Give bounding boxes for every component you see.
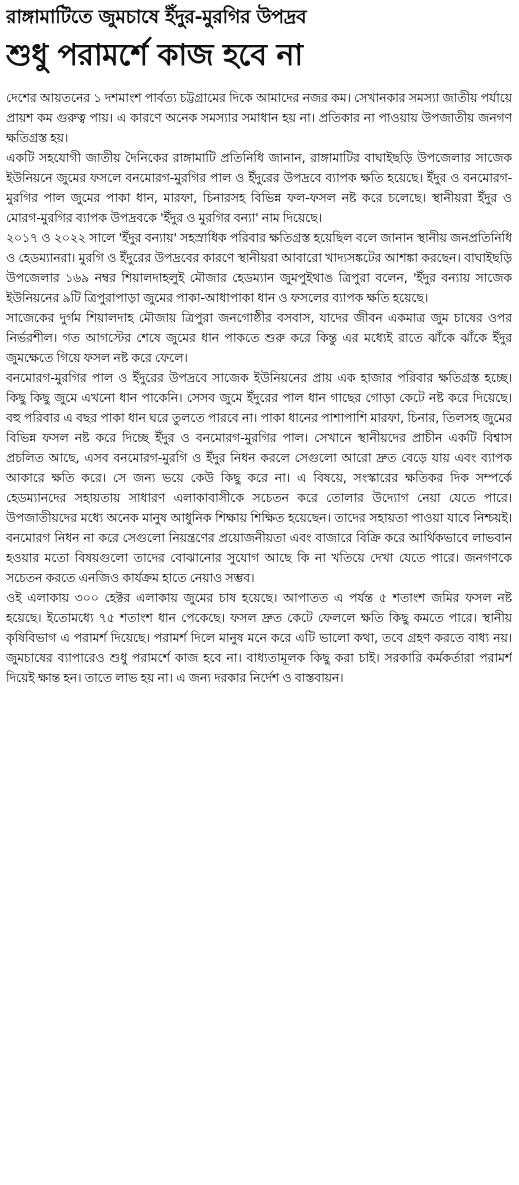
editorial-article xyxy=(6,0,512,1185)
article-paragraph: ২০১৭ ও ২০২২ সালে 'ইঁদুর বন্যায়' সহস্রাধিক পরিবার ক্ষতিগ্রস্ত হয়েছিল বলে জানান স্থানীয় জনপ্রতিনিধি ও হেডম্যানরা। মুরগি ও ইঁদুরের উপদ্রবের কারণে স্থানীয়রা আবারো খাদ্যসঙ্কটের আশঙ্কা করছেন। বাঘাইছড়ি উপজেলার ১৬৯ নম্বর শিয়ালদাহলুই মৌজার হেডম্যান জুমপুইথাঙ ত্রিপুরা বলেন, 'ইঁদুর বন্যায় সাজেক ইউনিয়নের ৯টি ত্রিপুরাপাড়া জুমের পাকা-আধাপাকা ধান ও ফসলের ব্যাপক ক্ষতি হয়েছে। xyxy=(6,230,512,305)
article-paragraph: একটি সহযোগী জাতীয় দৈনিকের রাঙ্গামাটি প্রতিনিধি জানান, রাঙ্গামাটির বাঘাইছড়ি উপজেলার সাজেক ইউনিয়নে জুমের ফসলে বনমোরগ-মুরগির পাল ও ইঁদুরের উপদ্রবে ব্যাপক ক্ষতি হয়েছে। ইঁদুর ও বনমোরগ-মুরগির পাল জুমের পাকা ধান, মারফা, চিনারসহ বিভিন্ন ফল-ফসল নষ্ট করে চলেছে। স্থানীয়রা ইঁদুর ও মোরগ-মুরগির ব্যাপক উপদ্রবকে 'ইঁদুর ও মুরগির বন্যা' নাম দিয়েছে। xyxy=(6,150,512,225)
article-paragraph: সাজেকের দুর্গম শিয়ালদাহ মৌজায় ত্রিপুরা জনগোষ্ঠীর বসবাস, যাদের জীবন একমাত্র জুম চাষের ওপর নির্ভরশীল। গত আগস্টের শেষে জুমের ধান পাকতে শুরু করে কিন্তু এর মধ্যেই রাতে ঝাঁকে ঝাঁকে ইঁদুর জুমক্ষেতে গিয়ে ফসল নষ্ট করে ফেলে। xyxy=(6,310,512,365)
article-paragraph: বনমোরগ-মুরগির পাল ও ইঁদুরের উপদ্রবে সাজেক ইউনিয়নের প্রায় এক হাজার পরিবার ক্ষতিগ্রস্ত হচ্ছে। কিছু কিছু জুমে এখনো ধান পাকেনি। সেসব জুমে ইঁদুরের পাল ধান গাছের গোড়া কেটে নষ্ট করে দিয়েছে। বহু পরিবার এ বছর পাকা ধান ঘরে তুলতে পারবে না। পাকা ধানের পাশাপাশি মারফা, চিনার, তিলসহ জুমের বিভিন্ন ফসল নষ্ট করে দিচ্ছে ইঁদুর ও বনমোরগ-মুরগির পাল। সেখানে স্থানীয়দের প্রাচীন একটি বিশ্বাস প্রচলিত আছে, এসব বনমোরগ-মুরগি ও ইঁদুর নিধন করলে সেগুলো আরো দ্রুত বেড়ে যায় এবং ব্যাপক আকারে ক্ষতি করে। সে জন্য ভয়ে কেউ কিছু করে না। এ বিষয়ে, সংস্কারের ক্ষতিকর দিক সম্পর্কে হেডম্যানদের সহায়তায় সাধারণ এলাকাবাসীকে সচেতন করে তোলার উদ্যোগ নেয়া যেতে পারে। উপজাতীয়দের মধ্যে অনেক মানুষ আধুনিক শিক্ষায় শিক্ষিত হয়েছেন। তাদের সহায়তা পাওয়া যাবে নিশ্চয়ই। বনমোরগ নিধন না করে সেগুলো নিয়ন্ত্রণের প্রয়োজনীয়তা এবং বাজারে বিক্রি করে আর্থিকভাবে লাভবান হওয়ার মতো বিষয়গুলো তাদের বোঝানোর সুযোগ আছে কি না খতিয়ে দেখা যেতে পারে। জনগণকে সচেতন করতে এনজিও কার্যক্রম হাতে নেয়াও সম্ভব। xyxy=(6,370,512,585)
article-paragraph: দেশের আয়তনের ১ দশমাংশ পার্বত্য চট্টগ্রামের দিকে আমাদের নজর কম। সেখানকার সমস্যা জাতীয় পর্যায়ে প্রায়শ কম গুরুত্ব পায়। এ কারণে অনেক সমস্যার সমাধান হয় না। প্রতিকার না পাওয়ায় উপজাতীয় জনগণ ক্ষতিগ্রস্ত হয়। xyxy=(6,90,512,145)
article-kicker: রাঙ্গামাটিতে জুমচাষে ইঁদুর-মুরগির উপদ্রব xyxy=(6,6,307,28)
article-paragraph: ওই এলাকায় ৩০০ হেক্টর এলাকায় জুমের চাষ হয়েছে। আপাতত এ পর্যন্ত ৫ শতাংশ জমির ফসল নষ্ট হয়েছে। ইতোমধ্যে ৭৫ শতাংশ ধান পেকেছে। ফসল দ্রুত কেটে ফেললে ক্ষতি কিছু কমতে পারে। স্থানীয় কৃষিবিভাগ এ পরামর্শ দিয়েছে। পরামর্শ দিলে মানুষ মনে করে এটি ভালো কথা, তবে গ্রহণ করতে বাধ্য নয়। জুমচাষের ব্যাপারেও শুধু পরামর্শে কাজ হবে না। বাধ্যতামূলক কিছু করা চাই। সরকারি কর্মকর্তারা পরামর্শ দিয়েই ক্ষান্ত হন। তাতে লাভ হয় না। এ জন্য দরকার নির্দেশ ও বাস্তবায়ন। xyxy=(6,590,512,685)
article-headline: শুধু পরামর্শে কাজ হবে না xyxy=(6,38,303,73)
